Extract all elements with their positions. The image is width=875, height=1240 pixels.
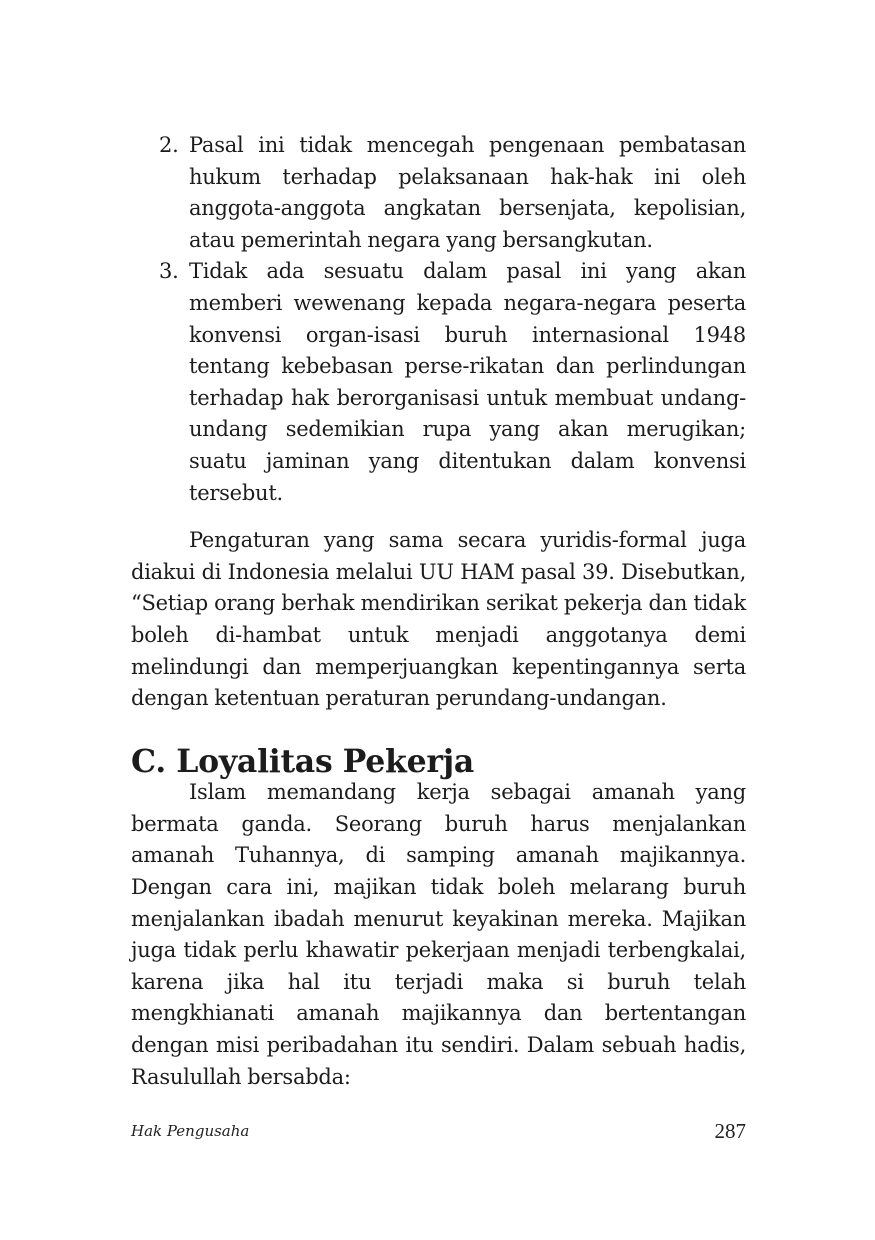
list-item [131,130,746,256]
body-paragraph: Pengaturan yang sama secara yuridis-formal juga diakui di Indonesia melalui UU HAM pasal 39. Disebutkan, “Setiap orang berhak mendirikan serikat pekerja dan tidak boleh di-hambat untuk menjadi anggotanya demi melindungi dan memperjuangkan kepentingannya serta dengan ketentuan peraturan perundang-undangan. [131,528,746,711]
list-number: 2. [159,133,179,157]
section-paragraph: Islam memandang kerja sebagai amanah yang bermata ganda. Seorang buruh harus menjalankan amanah Tuhannya, di samping amanah majikannya. Dengan cara ini, majikan tidak boleh melarang buruh menjalankan ibadah menurut keyakinan mereka. Majikan juga tidak perlu khawatir pekerjaan menjadi terbengkalai, karena jika hal itu terjadi maka si buruh telah mengkhianati amanah majikannya dan bertentangan dengan misi peribadahan itu sendiri. Dalam sebuah hadis, Rasulullah bersabda: [131,780,746,1089]
list-text: Pasal ini tidak mencegah pengenaan pembatasan hukum terhadap pelaksanaan hak-hak ini oleh anggota-anggota angkatan bersenjata, kepolisian, atau pemerintah negara yang bersangkutan. [189,133,746,252]
section-heading: C. Loyalitas Pekerja [131,742,475,780]
list-number: 3. [159,259,179,284]
page-body [131,130,746,1093]
running-title: Hak Pengusaha [131,1122,250,1140]
list-item [131,256,746,509]
page-number: 287 [714,1119,746,1143]
list-text: Tidak ada sesuatu dalam pasal ini yang akan memberi wewenang kepada negara-negara peserta konvensi organ-isasi buruh internasional 1948 tentang kebebasan perse-rikatan dan perlindungan terhadap hak berorganisasi untuk membuat undang-undang sedemikian rupa yang akan merugikan; suatu jaminan yang ditentukan dalam konvensi tersebut. [189,259,746,505]
